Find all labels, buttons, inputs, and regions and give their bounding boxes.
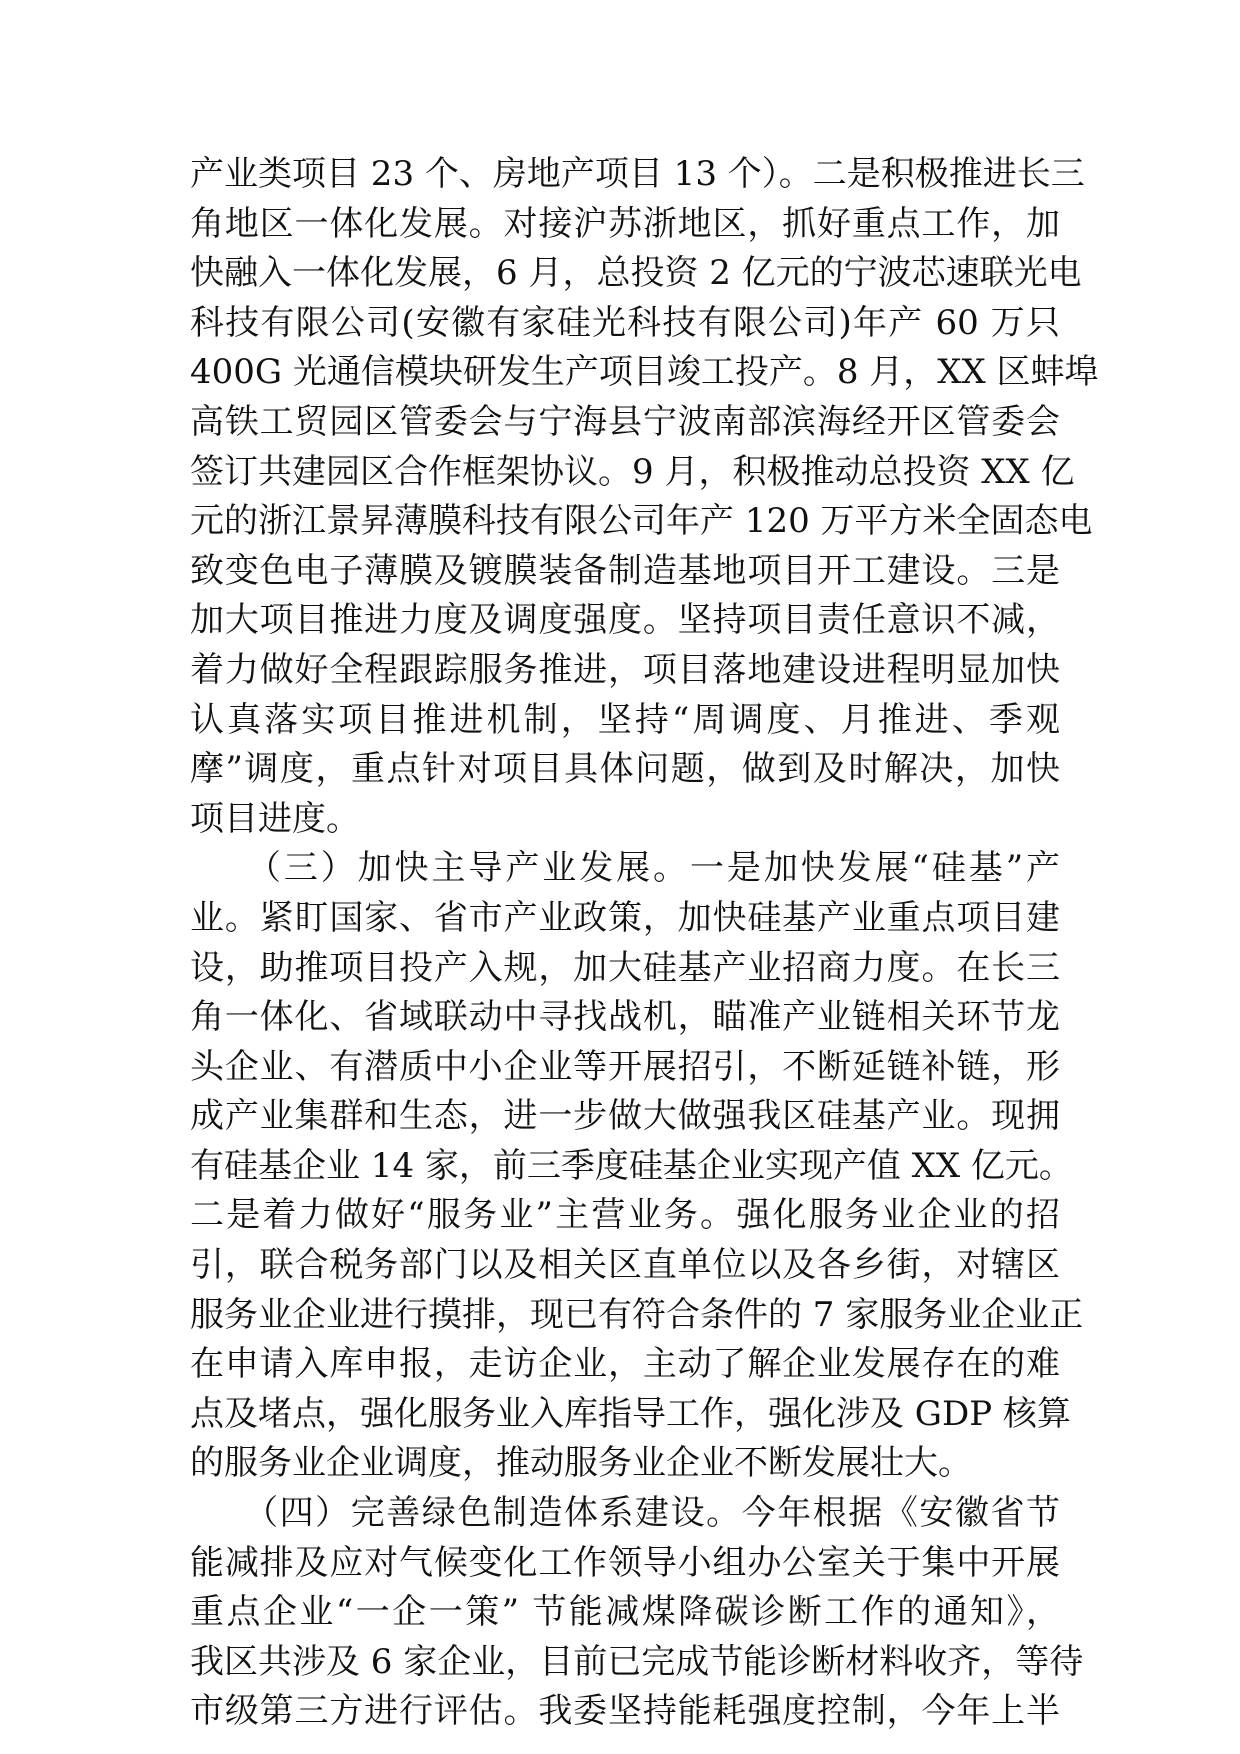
text-line: 快融入一体化发展，6 月，总投资 2 亿元的宁波芯速联光电	[190, 253, 1082, 294]
paragraph-leading-industries	[190, 844, 1084, 1489]
text-line: 能减排及应对气候变化工作领导小组办公室关于集中开展	[190, 1542, 1060, 1583]
text-line: 产业类项目 23 个、房地产项目 13 个）。二是积极推进长三	[190, 154, 1085, 194]
text-line: 高铁工贸园区管委会与宁海县宁波南部滨海经开区管委会	[190, 401, 1060, 442]
text-line: 400G 光通信模块研发生产项目竣工投产。8 月，XX 区蚌埠	[190, 352, 1099, 393]
text-line: 项目进度。	[190, 798, 360, 839]
text-line: 引，联合税务部门以及相关区直单位以及各乡街，对辖区	[190, 1245, 1060, 1286]
text-line: 重点企业“一企一策” 节能减煤降碳诊断工作的通知》，	[190, 1592, 1060, 1633]
text-line: （三）加快主导产业发展。一是加快发展“硅基”产	[190, 848, 1060, 889]
paragraph-projects	[190, 150, 1099, 844]
text-line: 我区共涉及 6 家企业，目前已完成节能诊断材料收齐，等待	[190, 1641, 1084, 1682]
text-line: 业。紧盯国家、省市产业政策，加快硅基产业重点项目建	[190, 897, 1060, 938]
text-line: 加大项目推进力度及调度强度。坚持项目责任意识不减，	[190, 600, 1060, 641]
text-line: 角一体化、省域联动中寻找战机，瞄准产业链相关环节龙	[190, 997, 1060, 1038]
text-line: 市级第三方进行评估。我委坚持能耗强度控制，今年上半	[190, 1691, 1060, 1732]
body-text	[190, 150, 1099, 1737]
text-line: 二是着力做好“服务业”主营业务。强化服务业企业的招	[190, 1195, 1060, 1236]
text-line: 点及堵点，强化服务业入库指导工作，强化涉及 GDP 核算	[190, 1393, 1071, 1434]
text-line: 元的浙江景昇薄膜科技有限公司年产 120 万平方米全固态电	[190, 501, 1093, 542]
text-line: 签订共建园区合作框架协议。9 月，积极推动总投资 XX 亿	[190, 451, 1075, 492]
text-line: 摩”调度，重点针对项目具体问题，做到及时解决，加快	[190, 749, 1060, 790]
text-line: 的服务业企业调度，推动服务业企业不断发展壮大。	[190, 1443, 972, 1484]
text-line: （四）完善绿色制造体系建设。今年根据《安徽省节	[190, 1493, 1060, 1534]
paragraph-green-manufacturing	[190, 1489, 1084, 1737]
text-line: 角地区一体化发展。对接沪苏浙地区，抓好重点工作，加	[190, 203, 1060, 244]
text-line: 成产业集群和生态，进一步做大做强我区硅基产业。现拥	[190, 1096, 1060, 1137]
text-line: 头企业、有潜质中小企业等开展招引，不断延链补链，形	[190, 1046, 1060, 1087]
text-line: 服务业企业进行摸排，现已有符合条件的 7 家服务业企业正	[190, 1294, 1084, 1335]
text-line: 科技有限公司(安徽有家硅光科技有限公司)年产 60 万只	[190, 302, 1060, 343]
text-line: 致变色电子薄膜及镀膜装备制造基地项目开工建设。三是	[190, 550, 1060, 591]
text-line: 在申请入库申报，走访企业，主动了解企业发展存在的难	[190, 1344, 1060, 1385]
text-line: 着力做好全程跟踪服务推进，项目落地建设进程明显加快	[190, 649, 1060, 690]
text-line: 设，助推项目投产入规，加大硅基产业招商力度。在长三	[190, 947, 1060, 988]
text-line: 认真落实项目推进机制，坚持“周调度、月推进、季观	[190, 699, 1060, 740]
text-line: 有硅基企业 14 家，前三季度硅基企业实现产值 XX 亿元。	[190, 1145, 1073, 1186]
